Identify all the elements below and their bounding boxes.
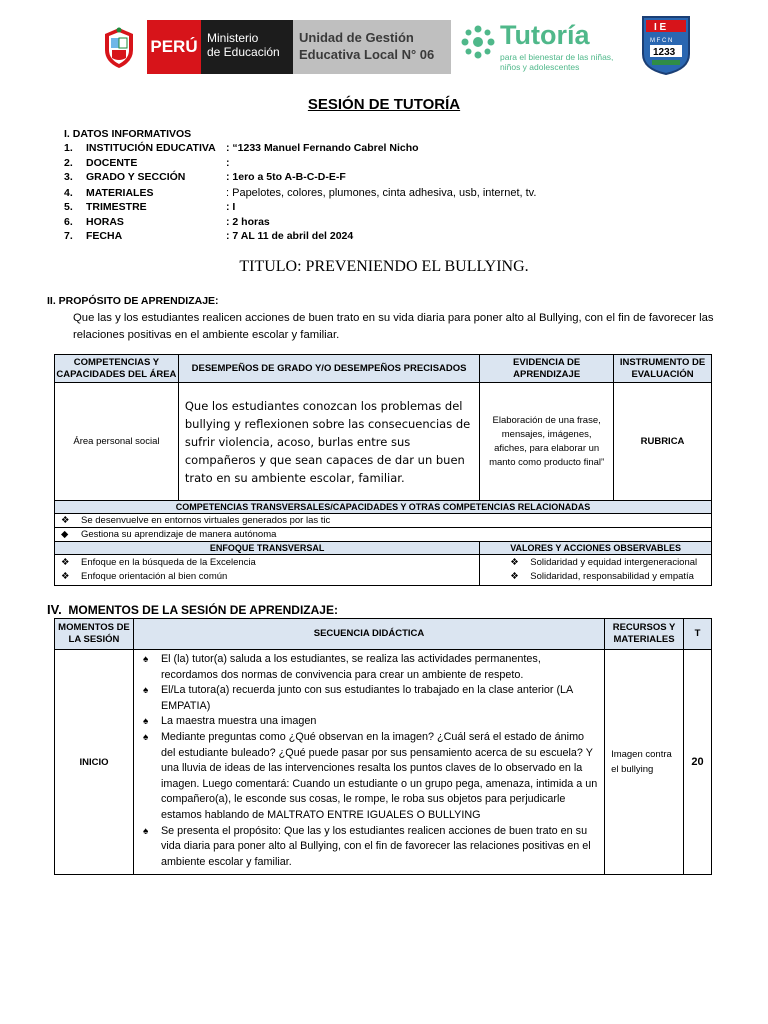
- enfoque-header-row: [55, 542, 712, 555]
- row-label: GRADO Y SECCIÓN: [86, 171, 186, 184]
- competencias-table: [54, 354, 712, 586]
- proposito-text: Que las y los estudiantes realicen acciones de buen trato en su vida diaria para poner alto al Bullying, con el fin de favorecer las relaciones positivas en el ambiente escolar y familiar.: [73, 312, 714, 341]
- list-item: [140, 730, 598, 824]
- momentos-roman: IV.: [47, 602, 62, 617]
- spade-icon: ♠: [142, 825, 149, 837]
- enfoque-text: Enfoque orientación al bien común: [81, 571, 228, 582]
- datos-row: [64, 157, 724, 172]
- spade-icon: ♠: [142, 685, 149, 697]
- row-number: 4.: [64, 186, 73, 199]
- enfoques-cell: [55, 555, 480, 586]
- list-item: [140, 824, 598, 871]
- seq-text: Se presenta el propósito: Que las y los estudiantes realicen acciones de buen trato en su vida diaria para poner alto al Bullying, con el fin de favorecer las relaciones positivas en el ambiente escolar y familiar.: [160, 824, 591, 868]
- bullet-icon: ❖: [61, 515, 70, 526]
- recursos-cell: Imagen contra el bullying: [605, 650, 684, 875]
- transversal-text: Se desenvuelve en entornos virtuales generados por las tic: [81, 515, 331, 526]
- datos-informativos: [64, 128, 724, 245]
- datos-row: [64, 142, 724, 157]
- proposito-title: II. PROPÓSITO DE APRENDIZAJE:: [47, 295, 219, 307]
- header-cell: COMPETENCIAS Y CAPACIDADES DEL ÁREA: [55, 355, 179, 383]
- row-number: 3.: [64, 171, 73, 184]
- secuencia-cell: [133, 650, 604, 875]
- row-label: TRIMESTRE: [86, 201, 147, 214]
- row-label: DOCENTE: [86, 156, 138, 169]
- seq-text: El (la) tutor(a) saluda a los estudiantes, se realiza las actividades permanentes, recordamos dos normas de convivencia para crear un ambiente de respeto.: [160, 653, 541, 681]
- list-item: [55, 528, 712, 542]
- desempeno-cell: Que los estudiantes conozcan los problemas del bullying y reflexionen sobre las consecuencias de sufrir violencia, acoso, burlas entre sus compañeros y que sean capaces de dar un buen trato en su ambiente escolar, familiar.: [178, 383, 479, 501]
- tutoria-wordmark: Tutoría: [500, 20, 590, 50]
- transversal-text: Gestiona su aprendizaje de manera autónoma: [81, 529, 277, 540]
- valores-cell: [480, 555, 712, 586]
- row-value: : “1233 Manuel Fernando Cabrel Nicho: [226, 142, 419, 154]
- datos-section-title: I. DATOS INFORMATIVOS: [64, 128, 192, 140]
- ugel-label: [293, 20, 451, 74]
- bullet-icon: ◆: [61, 529, 69, 540]
- ministerio-label: [201, 20, 293, 74]
- transversales-header-row: [55, 501, 712, 514]
- row-number: 7.: [64, 230, 73, 243]
- momentos-title: [47, 602, 338, 617]
- bullet-icon: ❖: [61, 571, 70, 582]
- header-cell: RECURSOS Y MATERIALES: [605, 619, 684, 650]
- list-item: [55, 514, 712, 528]
- bullet-icon: ❖: [510, 557, 519, 568]
- header-cell: DESEMPEÑOS DE GRADO Y/O DESEMPEÑOS PRECISADOS: [178, 355, 479, 383]
- list-item: [140, 652, 598, 683]
- row-label: HORAS: [86, 215, 124, 228]
- enfoque-item: [61, 556, 473, 570]
- spade-icon: ♠: [142, 654, 149, 665]
- tiempo-cell: 20: [684, 650, 712, 875]
- ministerio-line-1: Ministerio: [207, 31, 259, 45]
- tutoria-logo: [460, 20, 620, 76]
- datos-row: [64, 201, 724, 216]
- enfoque-text: Enfoque en la búsqueda de la Excelencia: [81, 557, 256, 568]
- transversal-item: [55, 514, 712, 528]
- seq-text: El/La tutora(a) recuerda junto con sus estudiantes lo trabajado en la clase anterior (LA EMPATIA): [160, 684, 573, 712]
- row-label: MATERIALES: [86, 186, 154, 199]
- ie-letters: I E: [654, 22, 667, 33]
- list-item: [140, 683, 598, 714]
- row-value: : 7 AL 11 de abril del 2024: [226, 230, 354, 243]
- session-titulo: TITULO: PREVENIENDO EL BULLYING.: [239, 258, 529, 275]
- row-label: FECHA: [86, 230, 123, 243]
- valor-text: Solidaridad, responsabilidad y empatía: [530, 571, 694, 582]
- row-value: : 2 horas: [226, 215, 270, 228]
- spade-icon: ♠: [142, 716, 149, 728]
- header-cell: INSTRUMENTO DE EVALUACIÓN: [614, 355, 712, 383]
- table-row: [55, 383, 712, 501]
- momentos-table: [54, 618, 712, 875]
- datos-row: [64, 216, 724, 231]
- bullet-icon: ❖: [61, 557, 70, 568]
- ugel-line-1: Unidad de Gestión: [299, 30, 414, 45]
- transversales-title: COMPETENCIAS TRANSVERSALES/CAPACIDADES Y OTRAS COMPETENCIAS RELACIONADAS: [55, 501, 712, 514]
- page-title: SESIÓN DE TUTORÍA: [307, 96, 461, 113]
- header-cell: T: [684, 619, 712, 650]
- row-value: : 1ero a 5to A-B-C-D-E-F: [226, 171, 346, 184]
- minedu-logo: [91, 20, 451, 74]
- peru-coat-of-arms-icon: [91, 20, 147, 74]
- peru-label: PERÚ: [147, 20, 201, 74]
- row-value: : I: [226, 201, 236, 214]
- table-header-row: [55, 619, 712, 650]
- valor-text: Solidaridad y equidad intergeneracional: [530, 557, 698, 568]
- table-header-row: [55, 355, 712, 383]
- row-number: 6.: [64, 215, 73, 228]
- row-number: 5.: [64, 201, 73, 214]
- area-cell: Área personal social: [55, 383, 179, 501]
- row-value: : Papelotes, colores, plumones, cinta adhesiva, usb, internet, tv.: [226, 186, 537, 199]
- row-label: INSTITUCIÓN EDUCATIVA: [86, 142, 216, 154]
- datos-row: [64, 171, 724, 186]
- valores-title: VALORES Y ACCIONES OBSERVABLES: [480, 542, 712, 555]
- instrumento-cell: RUBRICA: [614, 383, 712, 501]
- school-crest-icon: [640, 14, 692, 76]
- valor-item: [510, 556, 705, 570]
- enfoque-list: [55, 555, 712, 586]
- ie-number: 1233: [653, 47, 676, 58]
- document-header: [0, 18, 768, 78]
- list-item: [140, 714, 598, 730]
- tutoria-flower-icon: [460, 24, 496, 60]
- datos-row: [64, 186, 724, 202]
- row-value: :: [226, 156, 230, 169]
- seq-text: La maestra muestra una imagen: [160, 715, 317, 728]
- ugel-line-2: Educativa Local N° 06: [299, 47, 435, 62]
- header-cell: EVIDENCIA DE APRENDIZAJE: [480, 355, 614, 383]
- bullet-icon: ❖: [510, 571, 519, 582]
- ministerio-line-2: de Educación: [207, 45, 280, 59]
- row-number: 2.: [64, 156, 73, 169]
- transversal-item: [55, 528, 712, 542]
- momento-label: INICIO: [55, 650, 134, 875]
- header-cell: MOMENTOS DE LA SESIÓN: [55, 619, 134, 650]
- table-row: [55, 650, 712, 875]
- enfoque-title: ENFOQUE TRANSVERSAL: [55, 542, 480, 555]
- momentos-title-text: MOMENTOS DE LA SESIÓN DE APRENDIZAJE:: [68, 603, 338, 617]
- tutoria-tagline: para el bienestar de las niñas, niños y adolescentes: [500, 52, 614, 72]
- row-number: 1.: [64, 142, 73, 154]
- valor-item: [510, 570, 705, 584]
- header-cell: SECUENCIA DIDÁCTICA: [133, 619, 604, 650]
- datos-row: [64, 230, 724, 245]
- spade-icon: ♠: [142, 731, 149, 743]
- enfoque-item: [61, 570, 473, 584]
- ie-code: M F C N: [650, 38, 673, 44]
- seq-text: Mediante preguntas como ¿Qué observan en la imagen? ¿Cuál será el estado de ánimo del estudiante buleado? ¿Qué puede pasar por sus pensamiento acerca de su escuela? Y una lluvia de ideas de las intervenciones resalta los puntos claves de lo observado en la imagen. Luego comentará: Cuando un estudiante o un grupo pega, amenaza, intimida a un compañero(a), le esconde sus cosas, le rompe, le roba sus objetos para perjudicarle estamos hablando de MALTRATO ENTRE IGUALES O BULLYING: [160, 730, 598, 821]
- evidencia-cell: Elaboración de una frase, mensajes, imágenes, afiches, para elaborar un manto como producto final”: [480, 383, 614, 501]
